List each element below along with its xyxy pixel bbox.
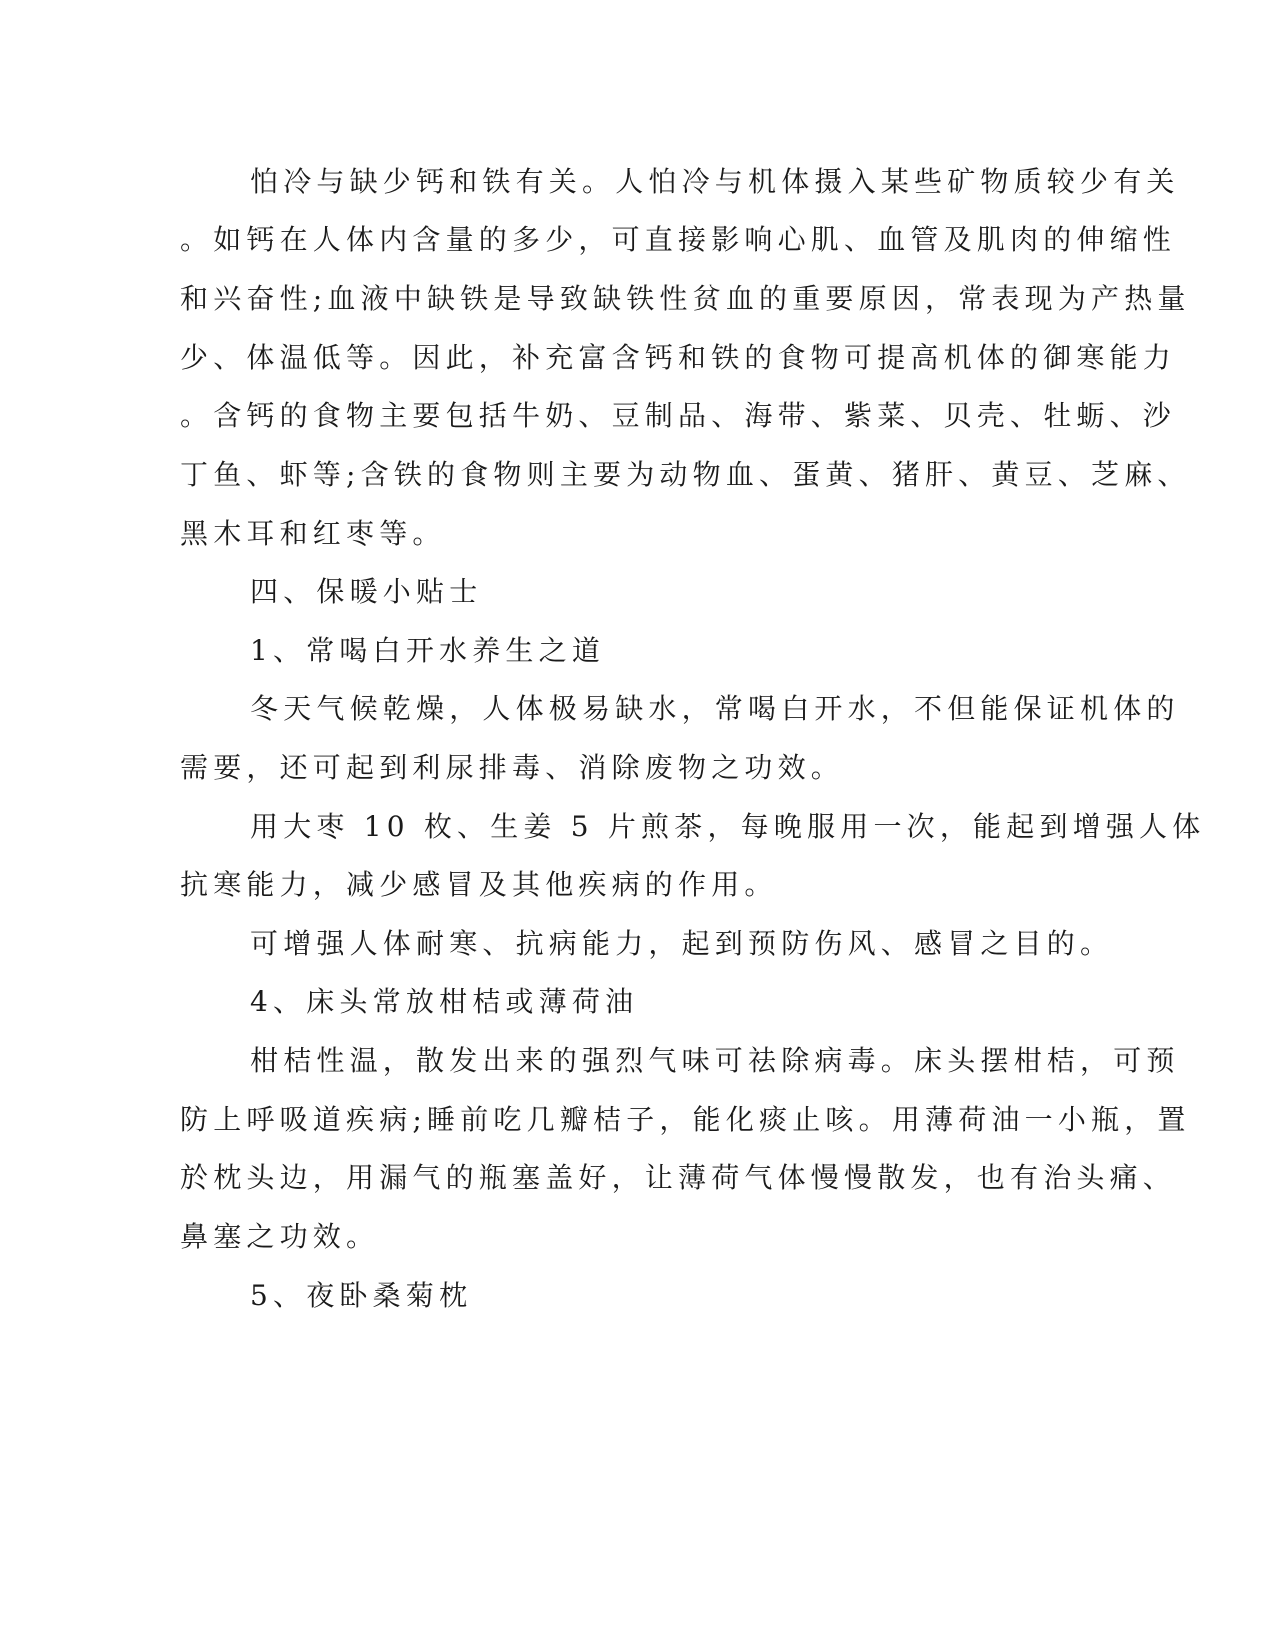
paragraph-line: 冬天气候乾燥，人体极易缺水，常喝白开水，不但能保证机体的 bbox=[250, 692, 1180, 725]
paragraph-line: 用大枣 10 枚、生姜 5 片煎茶，每晚服用一次，能起到增强人体 bbox=[250, 810, 1206, 843]
paragraph-line: 怕冷与缺少钙和铁有关。人怕冷与机体摄入某些矿物质较少有关 bbox=[250, 165, 1180, 198]
paragraph-line: 需要，还可起到利尿排毒、消除废物之功效。 bbox=[180, 751, 845, 784]
section-heading: 四、保暖小贴士 bbox=[250, 575, 483, 608]
paragraph-line: 防上呼吸道疾病;睡前吃几瓣桔子，能化痰止咳。用薄荷油一小瓶，置 bbox=[180, 1103, 1191, 1136]
paragraph-line: 抗寒能力，减少感冒及其他疾病的作用。 bbox=[180, 868, 778, 901]
subsection-heading: 1、常喝白开水养生之道 bbox=[250, 634, 606, 667]
paragraph-line: 丁鱼、虾等;含铁的食物则主要为动物血、蛋黄、猪肝、黄豆、芝麻、 bbox=[180, 458, 1191, 491]
subsection-heading: 5、夜卧桑菊枕 bbox=[250, 1279, 473, 1312]
paragraph-line: 於枕头边，用漏气的瓶塞盖好，让薄荷气体慢慢散发，也有治头痛、 bbox=[180, 1161, 1177, 1194]
paragraph-line: 柑桔性温，散发出来的强烈气味可祛除病毒。床头摆柑桔，可预 bbox=[250, 1044, 1180, 1077]
paragraph-line: 和兴奋性;血液中缺铁是导致缺铁性贫血的重要原因，常表现为产热量 bbox=[180, 282, 1191, 315]
paragraph-line: 黑木耳和红枣等。 bbox=[180, 517, 446, 550]
paragraph-line: 少、体温低等。因此，补充富含钙和铁的食物可提高机体的御寒能力 bbox=[180, 341, 1177, 374]
paragraph-line: 可增强人体耐寒、抗病能力，起到预防伤风、感冒之目的。 bbox=[250, 927, 1114, 960]
subsection-heading: 4、床头常放柑桔或薄荷油 bbox=[250, 985, 639, 1018]
paragraph-line: 。含钙的食物主要包括牛奶、豆制品、海带、紫菜、贝壳、牡蛎、沙 bbox=[180, 399, 1177, 432]
paragraph-line: 。如钙在人体内含量的多少，可直接影响心肌、血管及肌肉的伸缩性 bbox=[180, 223, 1177, 256]
paragraph-line: 鼻塞之功效。 bbox=[180, 1220, 380, 1253]
